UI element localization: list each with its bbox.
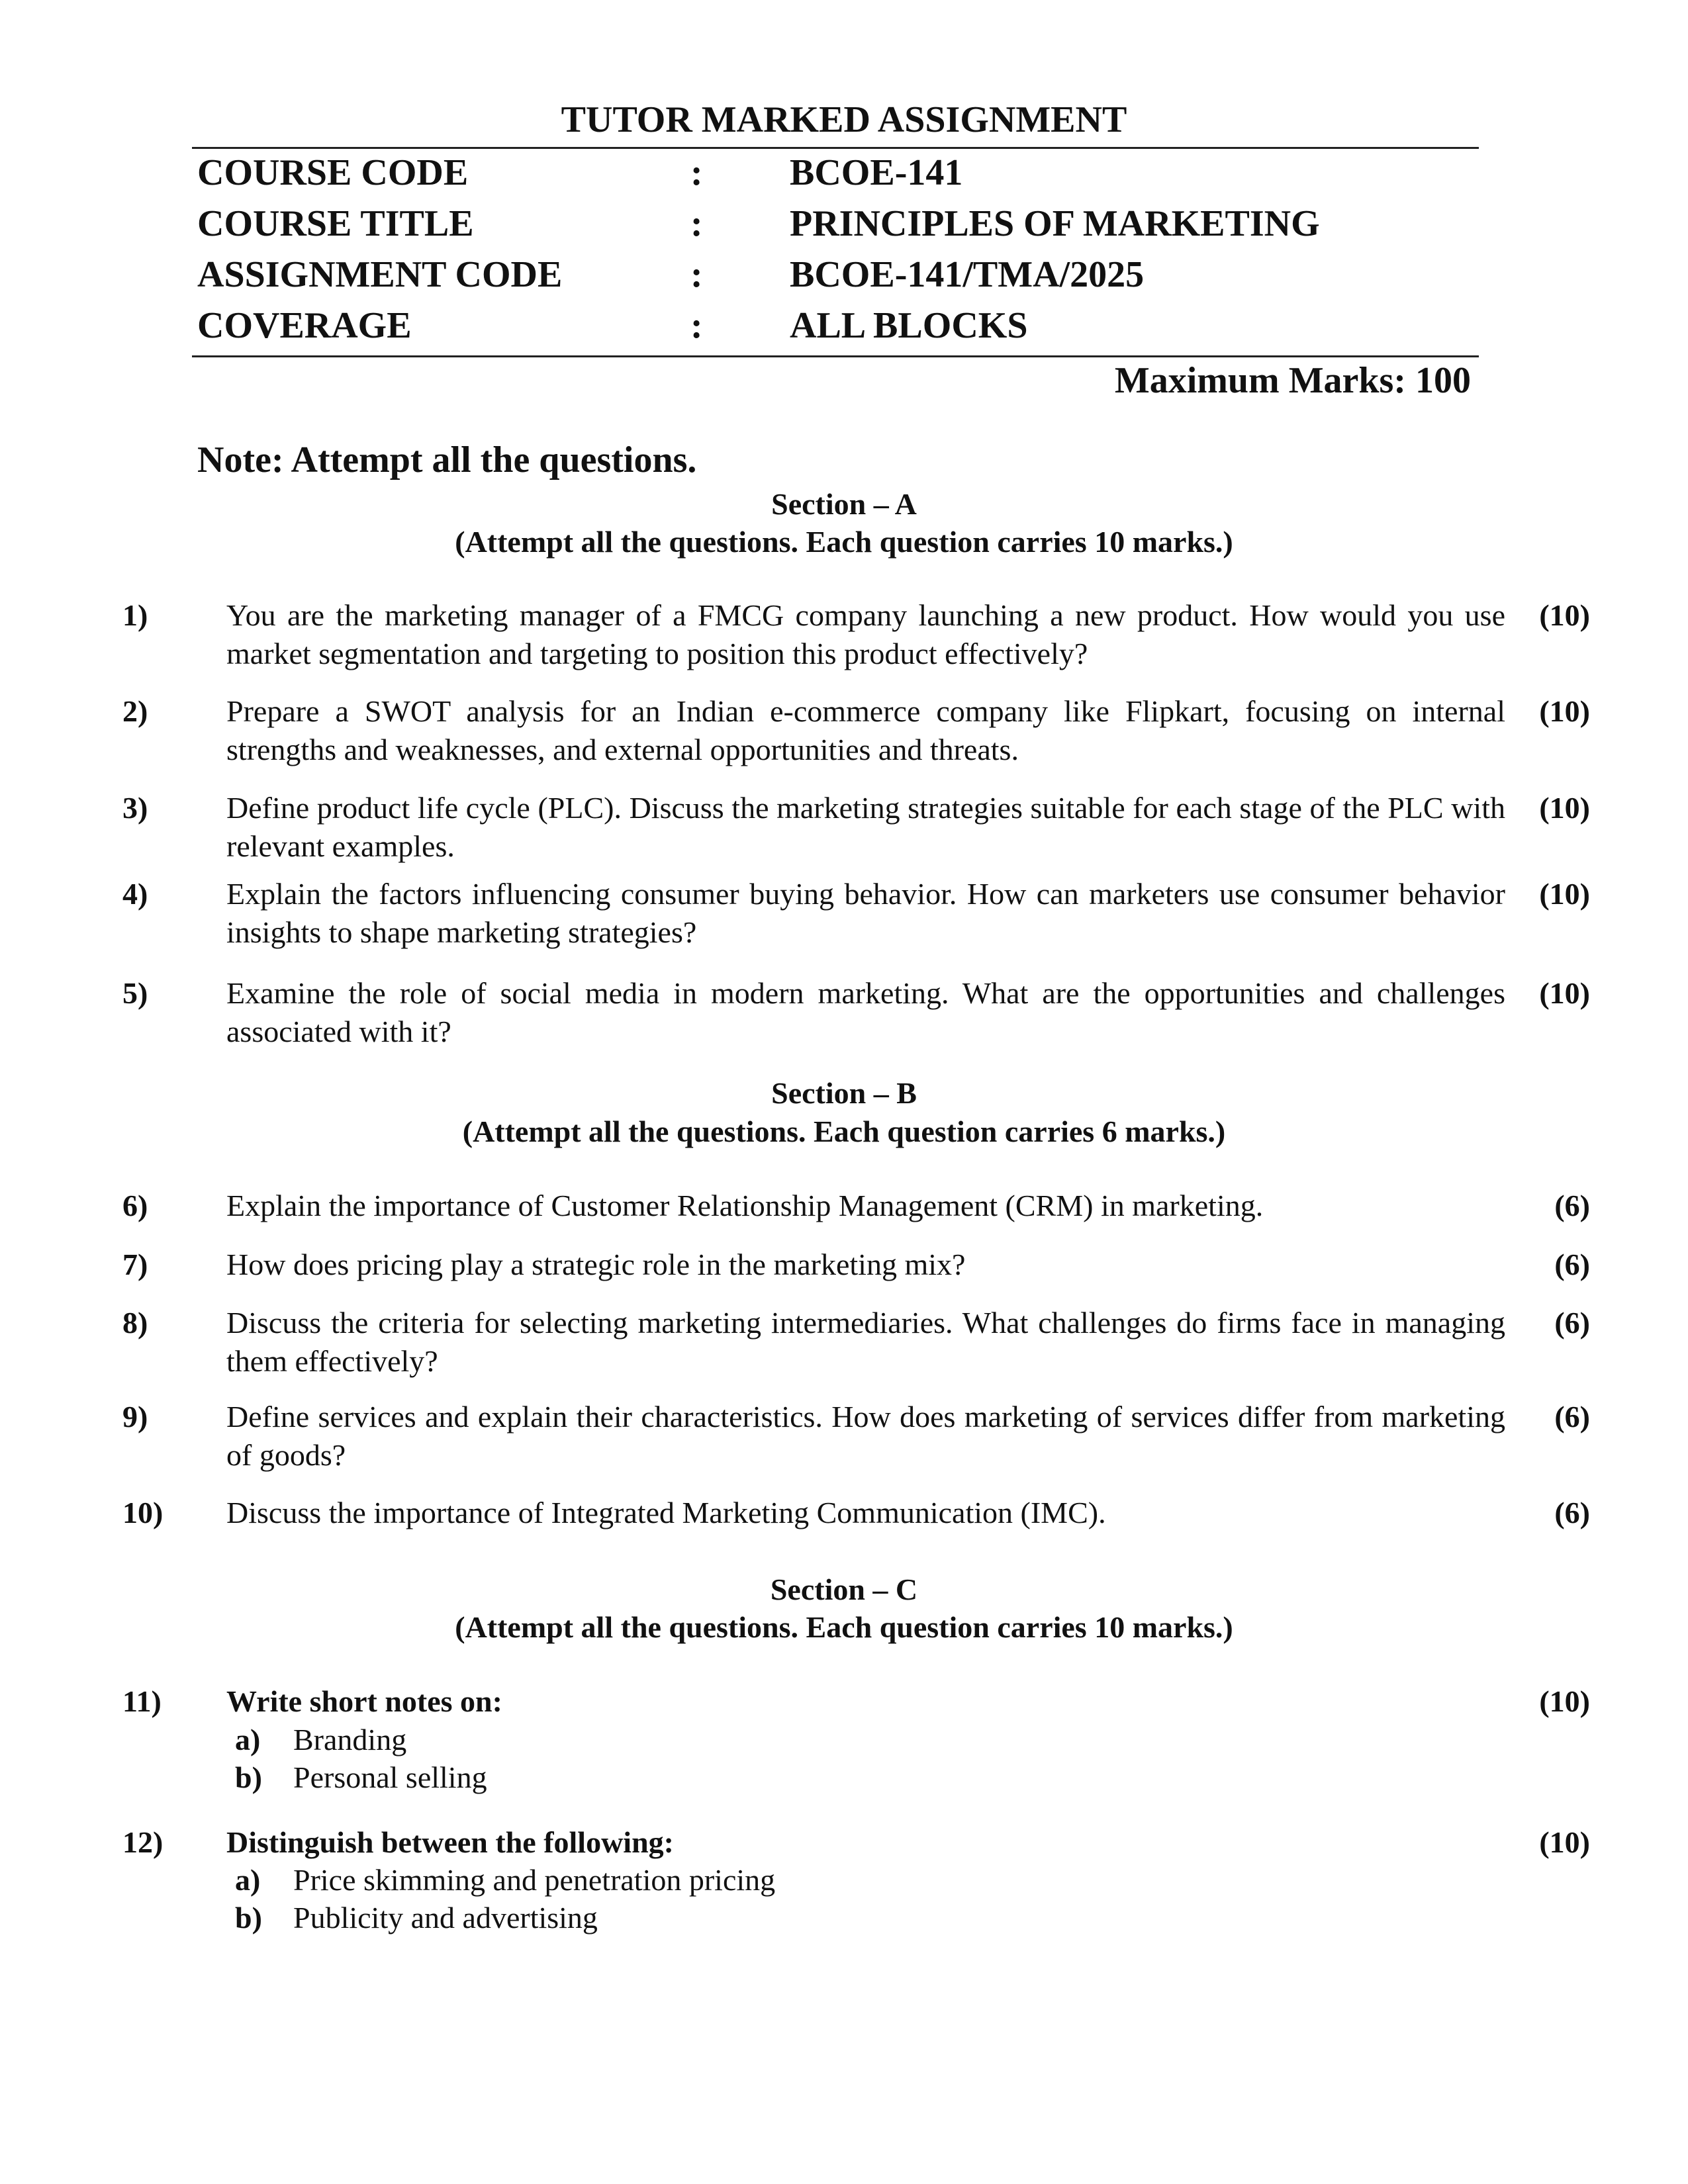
- question-text: Distinguish between the following:: [226, 1825, 674, 1859]
- question-number: 9): [122, 1400, 148, 1433]
- question-number: 4): [122, 877, 148, 911]
- question-number: 7): [122, 1248, 148, 1281]
- question-marks: (10): [1539, 694, 1590, 728]
- question-text: Explain the importance of Customer Relationship Management (CRM) in marketing.: [226, 1189, 1264, 1222]
- question-number: 6): [122, 1189, 148, 1222]
- meta-row-course-code: [0, 151, 1688, 203]
- section-a-title: Section – A: [771, 487, 917, 521]
- meta-separator: :: [690, 305, 703, 346]
- section-b-title: Section – B: [771, 1076, 917, 1110]
- meta-key: COURSE CODE: [197, 152, 469, 193]
- question-text: Discuss the importance of Integrated Marketing Communication (IMC).: [226, 1496, 1106, 1529]
- general-note: Note: Attempt all the questions.: [197, 439, 697, 480]
- question-number: 2): [122, 694, 148, 728]
- part-text: Price skimming and penetration pricing: [293, 1863, 776, 1897]
- section-c-title: Section – C: [770, 1572, 918, 1606]
- part-text: Personal selling: [293, 1760, 487, 1794]
- question-number: 10): [122, 1496, 164, 1529]
- question-number: 1): [122, 598, 148, 632]
- maximum-marks: Maximum Marks: 100: [1114, 360, 1471, 401]
- question-marks: (6): [1554, 1306, 1590, 1340]
- meta-value: BCOE-141/TMA/2025: [790, 254, 1145, 295]
- question-marks: (6): [1554, 1189, 1590, 1222]
- question-text: Write short notes on:: [226, 1684, 502, 1718]
- meta-value: BCOE-141: [790, 152, 963, 193]
- question-marks: (6): [1554, 1400, 1590, 1433]
- meta-key: COVERAGE: [197, 305, 412, 346]
- question-text: Define services and explain their characteristics. How does marketing of services differ from marketing of goods?: [226, 1400, 1505, 1472]
- document-title: TUTOR MARKED ASSIGNMENT: [561, 99, 1127, 140]
- question-text: Discuss the criteria for selecting marketing intermediaries. What challenges do firms face in managing them effectively?: [226, 1306, 1505, 1378]
- header-top-rule: [192, 147, 1479, 149]
- question-marks: (10): [1539, 877, 1590, 911]
- question-text: You are the marketing manager of a FMCG company launching a new product. How would you use market segmentation and targeting to position this product effectively?: [226, 598, 1505, 670]
- question-marks: (10): [1539, 598, 1590, 632]
- question-text: Prepare a SWOT analysis for an Indian e-commerce company like Flipkart, focusing on internal strengths and weaknesses, and external opportunities and threats.: [226, 694, 1505, 766]
- meta-separator: :: [690, 254, 703, 295]
- meta-value: ALL BLOCKS: [790, 305, 1028, 346]
- question-number: 12): [122, 1825, 164, 1859]
- question-marks: (6): [1554, 1248, 1590, 1281]
- question-marks: (10): [1539, 1684, 1590, 1718]
- section-a-instruction: (Attempt all the questions. Each question carries 10 marks.): [455, 525, 1233, 559]
- question-text: Explain the factors influencing consumer buying behavior. How can marketers use consumer behavior insights to shape marketing strategies?: [226, 877, 1505, 949]
- question-number: 8): [122, 1306, 148, 1340]
- meta-separator: :: [690, 203, 703, 244]
- meta-key: ASSIGNMENT CODE: [197, 254, 563, 295]
- question-marks: (10): [1539, 976, 1590, 1010]
- question-number: 3): [122, 791, 148, 825]
- part-text: Publicity and advertising: [293, 1901, 598, 1934]
- question-marks: (6): [1554, 1496, 1590, 1529]
- meta-row-coverage: [0, 304, 1688, 355]
- header-bottom-rule: [192, 355, 1479, 357]
- part-letter: b): [235, 1760, 262, 1794]
- meta-separator: :: [690, 152, 703, 193]
- part-letter: a): [235, 1863, 261, 1897]
- question-text: Examine the role of social media in modern marketing. What are the opportunities and challenges associated with it?: [226, 976, 1505, 1048]
- meta-value: PRINCIPLES OF MARKETING: [790, 203, 1320, 244]
- question-marks: (10): [1539, 791, 1590, 825]
- question-text: How does pricing play a strategic role in the marketing mix?: [226, 1248, 966, 1281]
- question-text: Define product life cycle (PLC). Discuss the marketing strategies suitable for each stage of the PLC with relevant examples.: [226, 791, 1505, 863]
- question-number: 5): [122, 976, 148, 1010]
- question-marks: (10): [1539, 1825, 1590, 1859]
- section-b-instruction: (Attempt all the questions. Each question carries 6 marks.): [462, 1115, 1226, 1148]
- section-c-instruction: (Attempt all the questions. Each question carries 10 marks.): [455, 1610, 1233, 1644]
- part-letter: b): [235, 1901, 262, 1934]
- meta-row-assignment-code: [0, 253, 1688, 304]
- part-letter: a): [235, 1723, 261, 1756]
- part-text: Branding: [293, 1723, 407, 1756]
- meta-row-course-title: [0, 202, 1688, 253]
- meta-key: COURSE TITLE: [197, 203, 474, 244]
- question-number: 11): [122, 1684, 162, 1718]
